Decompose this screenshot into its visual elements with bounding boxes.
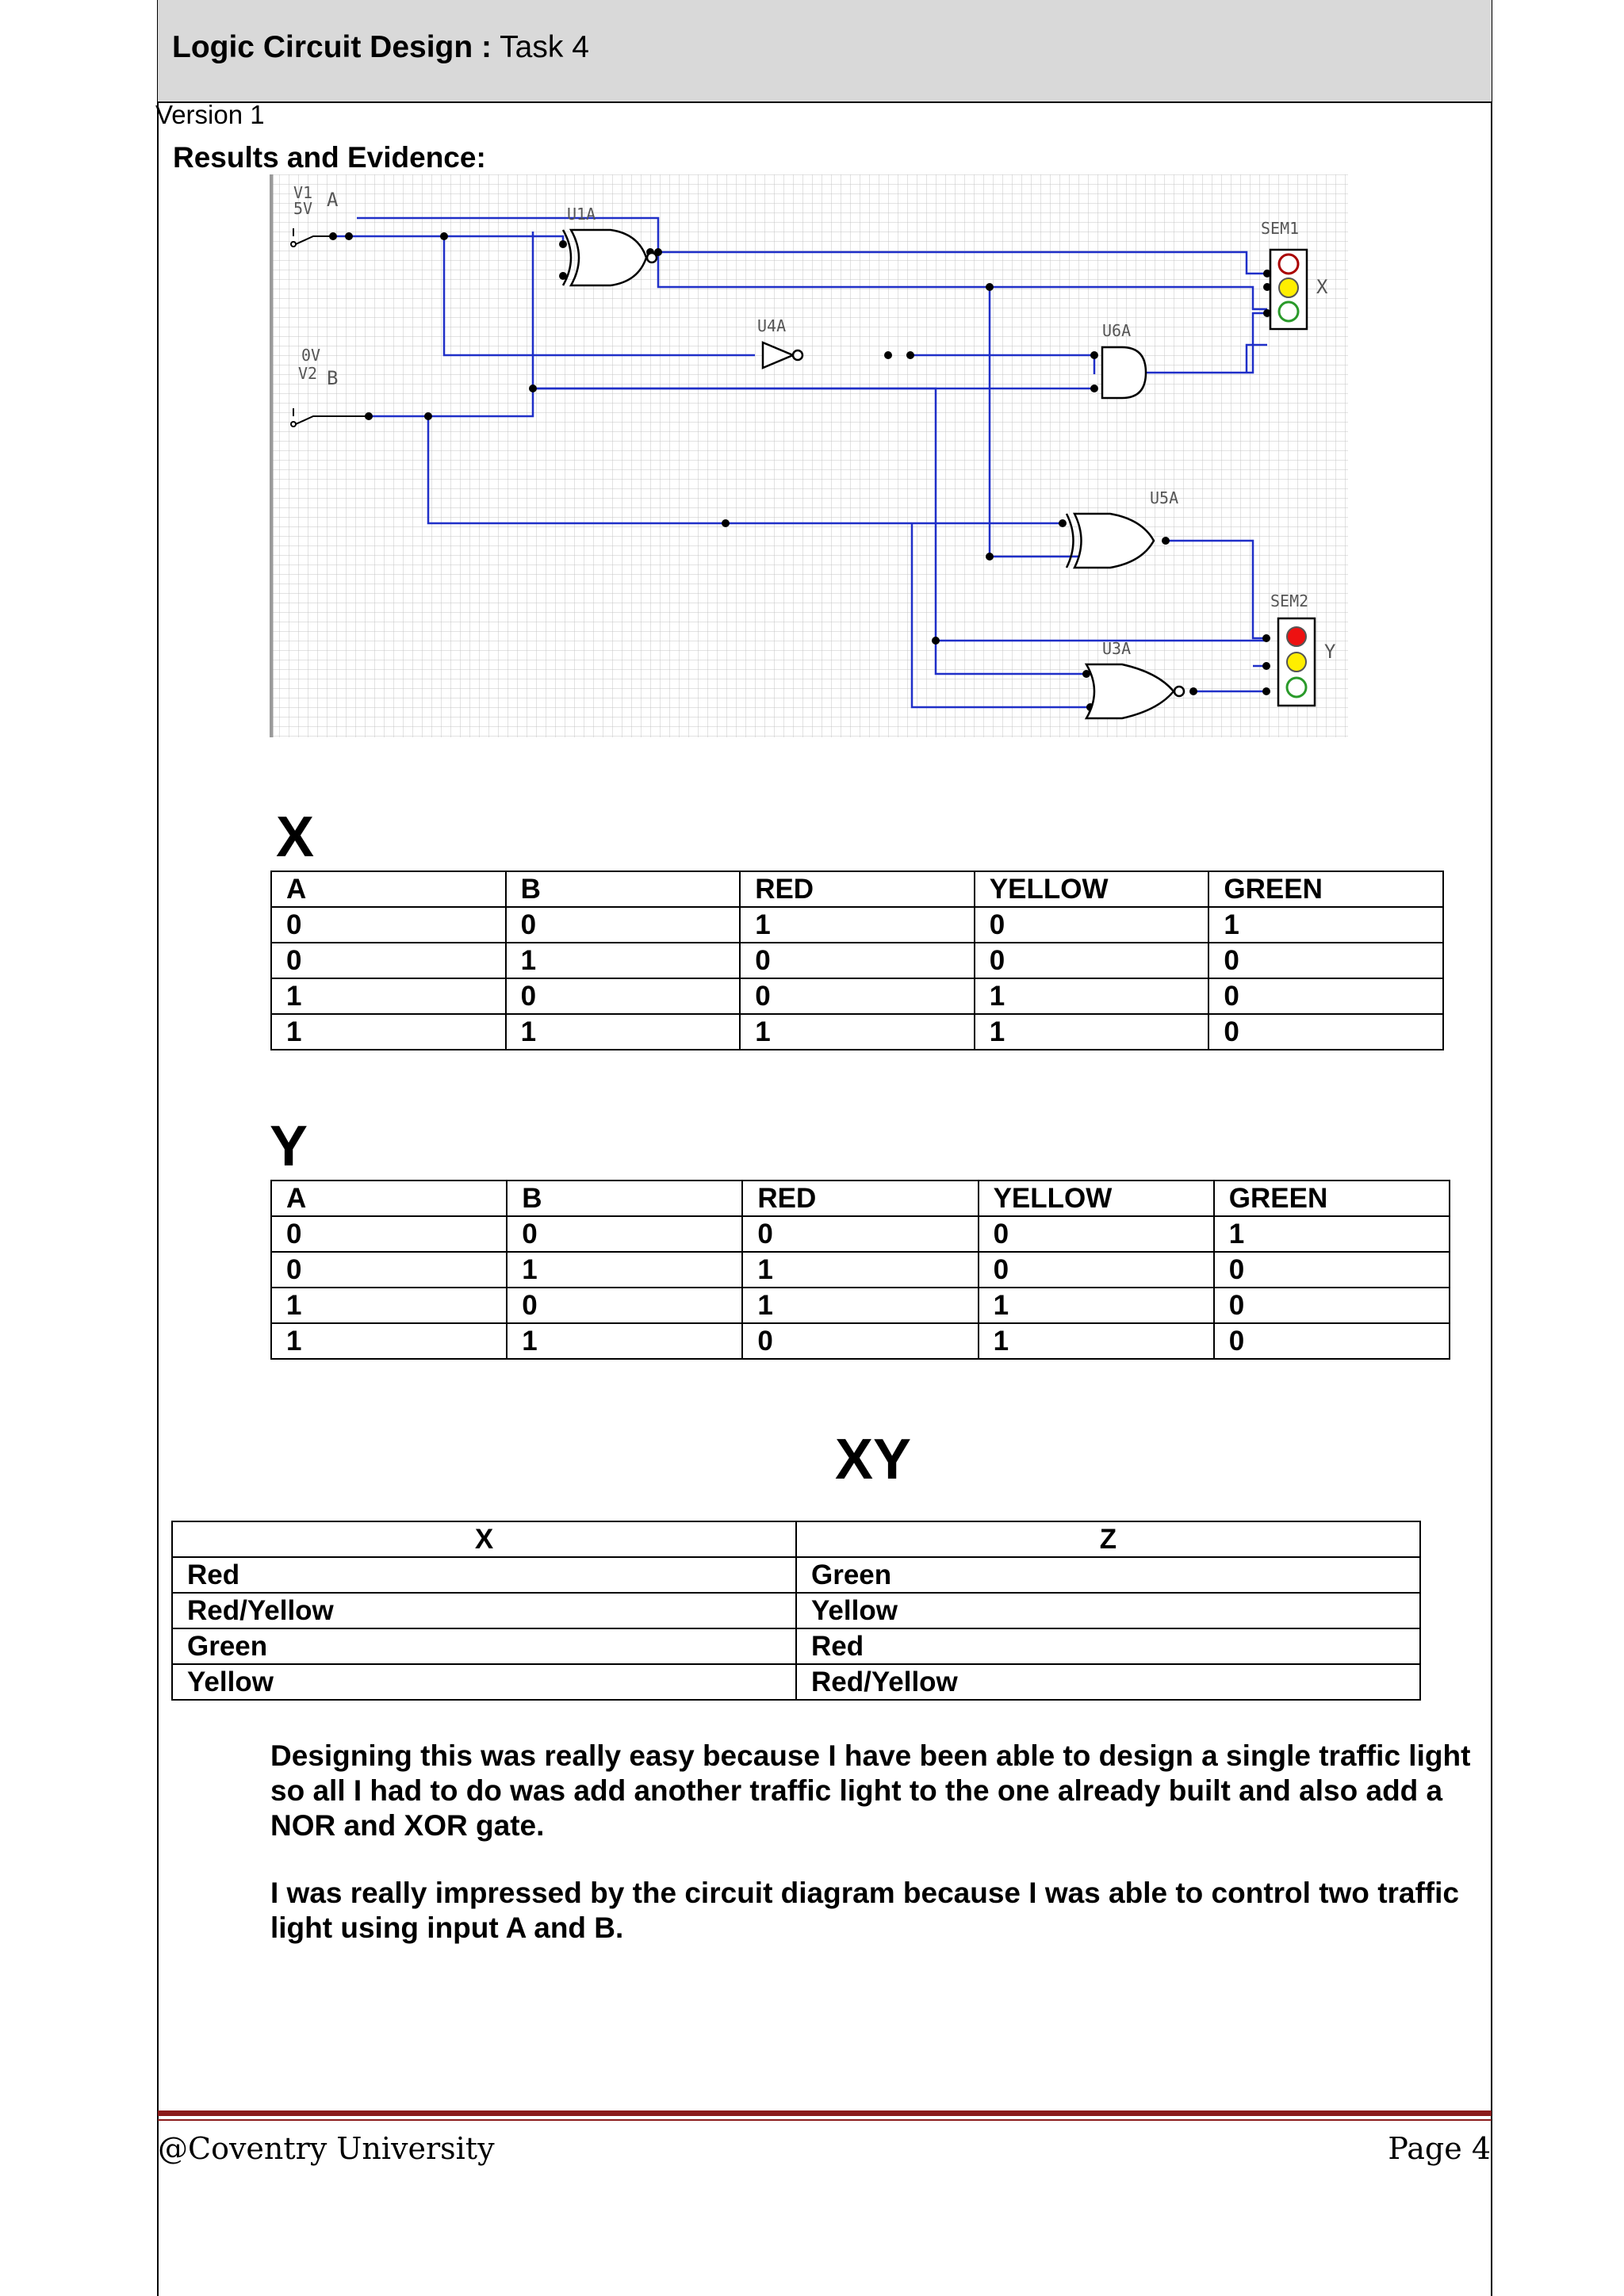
table-header-cell: RED [740, 871, 975, 907]
label-output-x: X [1316, 276, 1328, 298]
table-row [271, 871, 1443, 907]
table-cell: 0 [506, 907, 741, 943]
table-row [172, 1557, 1420, 1593]
table-cell: 0 [1214, 1252, 1450, 1288]
table-cell: 0 [975, 907, 1209, 943]
table-cell: Red [172, 1557, 796, 1593]
table-cell: Yellow [796, 1593, 1420, 1628]
table-header-cell: X [172, 1521, 796, 1557]
table-cell: 0 [1214, 1323, 1450, 1359]
label-output-y: Y [1324, 641, 1336, 663]
table-cell: Green [796, 1557, 1420, 1593]
label-input-b: B [327, 367, 339, 389]
table-cell: 1 [271, 1288, 507, 1323]
sem2-red-lamp [1287, 627, 1306, 646]
table-cell: 0 [979, 1216, 1214, 1252]
table-cell: 1 [742, 1288, 978, 1323]
table-cell: 1 [506, 943, 741, 978]
table-cell: 0 [742, 1216, 978, 1252]
table-header-cell: YELLOW [975, 871, 1209, 907]
label-u4a: U4A [757, 316, 787, 335]
table-xy [171, 1521, 1421, 1701]
table-cell: 0 [271, 907, 506, 943]
table-cell: 0 [1208, 943, 1443, 978]
table-cell: 0 [742, 1323, 978, 1359]
table-cell: 0 [271, 1216, 507, 1252]
table-cell: 1 [979, 1288, 1214, 1323]
title-rest: Task 4 [492, 30, 589, 64]
table-cell: 1 [506, 1014, 741, 1050]
table-cell: 1 [975, 1014, 1209, 1050]
footer-page-number: Page 4 [1388, 2131, 1491, 2166]
table-row [271, 1288, 1450, 1323]
table-cell: 0 [271, 1252, 507, 1288]
label-sem2: SEM2 [1270, 591, 1309, 610]
gate-u6a-and [1102, 347, 1146, 398]
label-v2-volt: 0V [301, 346, 321, 365]
label-u6a: U6A [1102, 321, 1132, 340]
table-cell: 1 [742, 1252, 978, 1288]
table-row [172, 1521, 1420, 1557]
table-cell: Yellow [172, 1664, 796, 1700]
table-y-title: Y [270, 1115, 308, 1178]
table-cell: 1 [271, 978, 506, 1014]
table-row [271, 978, 1443, 1014]
table-cell: 0 [507, 1216, 742, 1252]
table-x-title: X [276, 806, 315, 869]
table-row [271, 1323, 1450, 1359]
page-border-right [1491, 0, 1492, 2296]
table-header-cell: B [506, 871, 741, 907]
label-v2: V2 [298, 364, 318, 383]
footer-copyright: @Coventry University [158, 2131, 495, 2166]
table-header-cell: A [271, 871, 506, 907]
table-cell: 0 [740, 978, 975, 1014]
title-bold: Logic Circuit Design : [172, 30, 492, 64]
label-u3a: U3A [1102, 639, 1132, 658]
table-cell: 1 [507, 1252, 742, 1288]
table-header-cell: GREEN [1214, 1181, 1450, 1216]
sem1-red-lamp [1279, 254, 1298, 274]
footer-rule-thin [158, 2119, 1492, 2121]
document-title [172, 30, 589, 65]
table-header-cell: GREEN [1208, 871, 1443, 907]
table-cell: Red/Yellow [172, 1593, 796, 1628]
table-x [270, 871, 1444, 1050]
table-xy-title: XY [835, 1428, 912, 1491]
table-row [271, 1014, 1443, 1050]
sem2-yellow-lamp [1287, 652, 1306, 672]
label-sem1: SEM1 [1261, 219, 1300, 238]
table-cell: 1 [740, 1014, 975, 1050]
table-cell: 0 [506, 978, 741, 1014]
table-row [271, 907, 1443, 943]
table-header-cell: Z [796, 1521, 1420, 1557]
table-cell: 0 [1208, 978, 1443, 1014]
traffic-light-sem2 [1278, 618, 1315, 706]
section-heading: Results and Evidence: [173, 141, 486, 174]
table-cell: 1 [271, 1014, 506, 1050]
table-row [172, 1628, 1420, 1664]
sem1-green-lamp [1279, 302, 1298, 321]
table-cell: 1 [975, 978, 1209, 1014]
table-header-cell: A [271, 1181, 507, 1216]
table-y [270, 1180, 1450, 1360]
footer-rule-thick [158, 2110, 1492, 2116]
table-cell: 0 [1214, 1288, 1450, 1323]
table-cell: Red [796, 1628, 1420, 1664]
grid-background [270, 174, 1348, 737]
traffic-light-sem1 [1270, 250, 1307, 329]
label-v1: V1 [293, 183, 313, 202]
table-cell: 1 [979, 1323, 1214, 1359]
table-cell: 0 [740, 943, 975, 978]
table-cell: 0 [975, 943, 1209, 978]
table-header-cell: B [507, 1181, 742, 1216]
table-cell: Green [172, 1628, 796, 1664]
table-header-cell: YELLOW [979, 1181, 1214, 1216]
table-cell: 1 [1214, 1216, 1450, 1252]
label-v1-volt: 5V [293, 199, 313, 218]
paragraph-impressions: I was really impressed by the circuit diagram because I was able to control two traffic light using input A and B. [270, 1877, 1459, 1944]
table-cell: 1 [740, 907, 975, 943]
table-row [172, 1664, 1420, 1700]
label-u1a: U1A [567, 205, 596, 224]
table-cell: 1 [271, 1323, 507, 1359]
version-label: Version 1 [155, 100, 265, 129]
sem1-yellow-lamp [1279, 278, 1298, 297]
table-cell: 0 [507, 1288, 742, 1323]
sem2-green-lamp [1287, 678, 1306, 697]
table-row [271, 943, 1443, 978]
table-cell: 0 [271, 943, 506, 978]
circuit-diagram [270, 174, 1348, 737]
table-row [271, 1216, 1450, 1252]
table-cell: Red/Yellow [796, 1664, 1420, 1700]
table-row [271, 1252, 1450, 1288]
label-input-a: A [327, 189, 339, 211]
table-row [172, 1593, 1420, 1628]
page-border-left [157, 0, 159, 2296]
table-cell: 0 [1208, 1014, 1443, 1050]
header-bar [158, 0, 1492, 103]
table-row [271, 1181, 1450, 1216]
table-header-cell: RED [742, 1181, 978, 1216]
table-cell: 1 [1208, 907, 1443, 943]
table-cell: 1 [507, 1323, 742, 1359]
table-cell: 0 [979, 1252, 1214, 1288]
label-u5a: U5A [1150, 488, 1179, 507]
paragraph-design-notes: Designing this was really easy because I have been able to design a single traffic light so all I had to do was add another traffic light to the one already built and also add a NOR and XOR gate. [270, 1739, 1471, 1842]
